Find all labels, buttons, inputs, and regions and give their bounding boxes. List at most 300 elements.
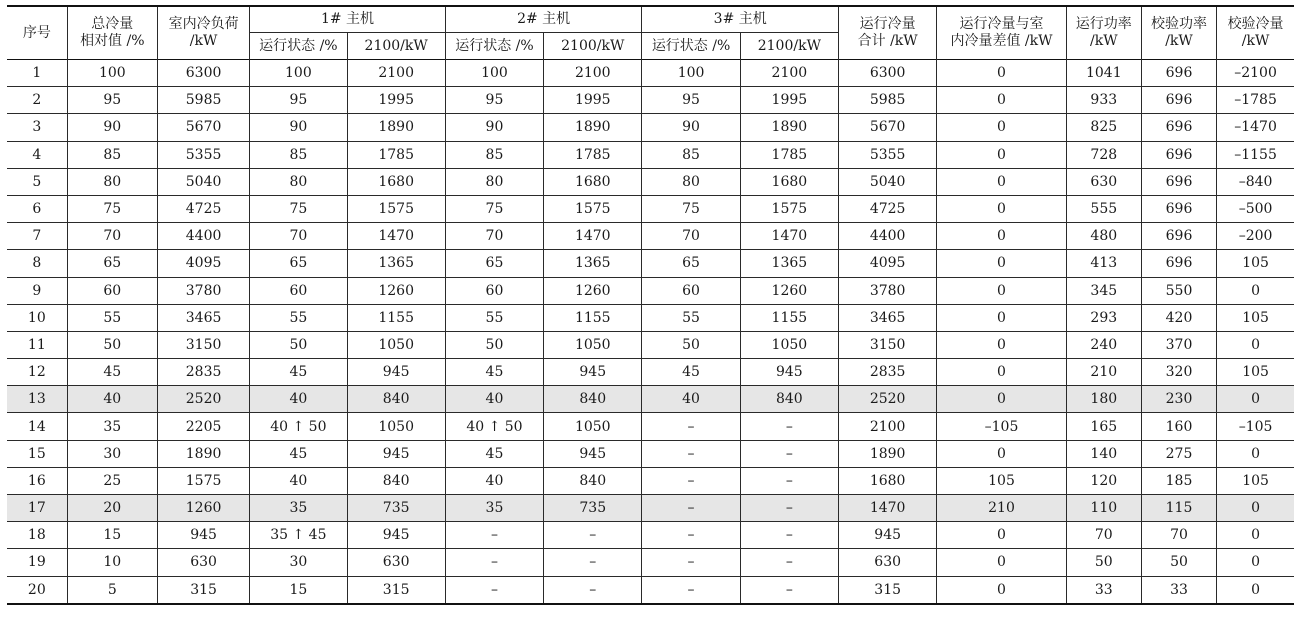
cell-unit1-state: 75 <box>250 195 347 222</box>
cell-seq: 13 <box>7 386 67 413</box>
cell-indoor-load: 5355 <box>157 141 249 168</box>
cell-check-power: 696 <box>1141 168 1216 195</box>
cell-run-total: 5355 <box>839 141 937 168</box>
cell-total-relative: 45 <box>67 359 157 386</box>
cell-unit2-cap: 945 <box>544 359 642 386</box>
cell-diff: 0 <box>937 522 1066 549</box>
cell-check-power: 696 <box>1141 87 1216 114</box>
cell-unit1-state: 40 <box>250 467 347 494</box>
cell-unit2-cap: 1260 <box>544 277 642 304</box>
cell-total-relative: 55 <box>67 304 157 331</box>
cell-unit2-cap: – <box>544 549 642 576</box>
cell-run-power: 33 <box>1066 576 1141 604</box>
cell-unit2-state: 75 <box>445 195 543 222</box>
cell-unit2-cap: 1470 <box>544 223 642 250</box>
cell-unit3-state: – <box>642 522 740 549</box>
cell-run-total: 2520 <box>839 386 937 413</box>
cell-unit3-state: – <box>642 549 740 576</box>
cell-check-power: 696 <box>1141 114 1216 141</box>
cell-run-total: 5985 <box>839 87 937 114</box>
header-unit1-state <box>250 33 347 60</box>
cell-indoor-load: 315 <box>157 576 249 604</box>
cell-unit3-state: 55 <box>642 304 740 331</box>
header-total-relative <box>67 6 157 60</box>
cell-unit2-state: 85 <box>445 141 543 168</box>
cell-check-cool: 0 <box>1217 440 1294 467</box>
table-row <box>7 467 1294 494</box>
cell-unit2-state: – <box>445 549 543 576</box>
table-row <box>7 576 1294 604</box>
cell-unit2-state: 45 <box>445 359 543 386</box>
cell-run-power: 240 <box>1066 331 1141 358</box>
cell-unit3-cap: 1995 <box>740 87 838 114</box>
cell-run-total: 315 <box>839 576 937 604</box>
cell-unit2-state: 70 <box>445 223 543 250</box>
cell-unit3-state: 85 <box>642 141 740 168</box>
cell-unit2-state: 65 <box>445 250 543 277</box>
cell-indoor-load: 2835 <box>157 359 249 386</box>
cell-seq: 3 <box>7 114 67 141</box>
cell-indoor-load: 630 <box>157 549 249 576</box>
table-row <box>7 114 1294 141</box>
cell-unit1-cap: 1785 <box>347 141 445 168</box>
cell-run-total: 2100 <box>839 413 937 440</box>
cell-unit1-state: 45 <box>250 440 347 467</box>
cell-unit3-state: 50 <box>642 331 740 358</box>
cell-total-relative: 20 <box>67 495 157 522</box>
header-unit2 <box>445 6 642 33</box>
cell-seq: 17 <box>7 495 67 522</box>
cell-unit3-cap: 1155 <box>740 304 838 331</box>
cell-unit3-state: 60 <box>642 277 740 304</box>
cell-total-relative: 90 <box>67 114 157 141</box>
cell-check-cool: –840 <box>1217 168 1294 195</box>
cell-unit3-state: 90 <box>642 114 740 141</box>
cell-run-power: 728 <box>1066 141 1141 168</box>
cell-check-cool: 105 <box>1217 359 1294 386</box>
cell-unit1-cap: 1470 <box>347 223 445 250</box>
cell-indoor-load: 1890 <box>157 440 249 467</box>
cell-unit1-cap: 1050 <box>347 331 445 358</box>
cell-unit2-state: 55 <box>445 304 543 331</box>
cell-check-power: 33 <box>1141 576 1216 604</box>
cell-seq: 10 <box>7 304 67 331</box>
cell-run-total: 4400 <box>839 223 937 250</box>
header-unit2-state <box>445 33 543 60</box>
cell-unit3-cap: 1365 <box>740 250 838 277</box>
cell-seq: 12 <box>7 359 67 386</box>
cell-unit1-state: 55 <box>250 304 347 331</box>
table-row <box>7 250 1294 277</box>
header-run-power-line2: /kW <box>1090 33 1118 49</box>
cell-unit3-state: 45 <box>642 359 740 386</box>
cell-seq: 19 <box>7 549 67 576</box>
cell-seq: 5 <box>7 168 67 195</box>
cell-unit1-state: 95 <box>250 87 347 114</box>
table-row <box>7 195 1294 222</box>
cell-unit3-cap: – <box>740 495 838 522</box>
cell-unit2-state: 95 <box>445 87 543 114</box>
table-row <box>7 440 1294 467</box>
cell-total-relative: 100 <box>67 60 157 87</box>
cell-unit2-state: 40 <box>445 467 543 494</box>
cell-unit2-cap: 1365 <box>544 250 642 277</box>
cell-run-power: 630 <box>1066 168 1141 195</box>
cell-check-power: 550 <box>1141 277 1216 304</box>
header-unit3 <box>642 6 839 33</box>
header-diff <box>937 6 1066 60</box>
table-row <box>7 386 1294 413</box>
cell-unit1-cap: 1155 <box>347 304 445 331</box>
cell-unit3-state: 70 <box>642 223 740 250</box>
header-unit2-state-label: 运行状态 /% <box>455 37 534 54</box>
cell-diff: 0 <box>937 576 1066 604</box>
cell-check-power: 50 <box>1141 549 1216 576</box>
header-total-relative-line2: 相对值 /% <box>80 33 145 49</box>
cell-unit1-cap: 630 <box>347 549 445 576</box>
cell-unit3-cap: 2100 <box>740 60 838 87</box>
cell-check-power: 696 <box>1141 141 1216 168</box>
cell-check-cool: 0 <box>1217 549 1294 576</box>
cell-indoor-load: 2520 <box>157 386 249 413</box>
cell-unit3-cap: – <box>740 522 838 549</box>
cell-unit1-cap: 840 <box>347 467 445 494</box>
cell-diff: 0 <box>937 195 1066 222</box>
cell-unit2-cap: 1785 <box>544 141 642 168</box>
table-row <box>7 168 1294 195</box>
header-check-power-line2: /kW <box>1165 33 1193 49</box>
cell-run-total: 5040 <box>839 168 937 195</box>
cell-unit1-cap: 1680 <box>347 168 445 195</box>
header-unit1-state-label: 运行状态 /% <box>259 37 338 54</box>
cell-run-total: 3150 <box>839 331 937 358</box>
cell-unit3-cap: – <box>740 576 838 604</box>
cell-seq: 2 <box>7 87 67 114</box>
cell-indoor-load: 4725 <box>157 195 249 222</box>
cell-run-power: 825 <box>1066 114 1141 141</box>
cell-run-total: 3780 <box>839 277 937 304</box>
cell-unit1-state: 30 <box>250 549 347 576</box>
table-row <box>7 331 1294 358</box>
cell-unit3-state: – <box>642 467 740 494</box>
table-row <box>7 304 1294 331</box>
cell-check-cool: –1785 <box>1217 87 1294 114</box>
cell-unit2-cap: 840 <box>544 386 642 413</box>
cell-check-cool: –1470 <box>1217 114 1294 141</box>
cell-run-total: 5670 <box>839 114 937 141</box>
cell-unit1-cap: 840 <box>347 386 445 413</box>
cell-unit3-cap: 1680 <box>740 168 838 195</box>
cell-run-total: 1890 <box>839 440 937 467</box>
cell-unit2-cap: – <box>544 576 642 604</box>
cell-check-power: 115 <box>1141 495 1216 522</box>
cell-check-power: 696 <box>1141 195 1216 222</box>
cell-total-relative: 65 <box>67 250 157 277</box>
table-row <box>7 359 1294 386</box>
cell-total-relative: 10 <box>67 549 157 576</box>
cell-indoor-load: 3150 <box>157 331 249 358</box>
header-diff-line2: 内冷量差值 /kW <box>950 33 1053 49</box>
header-unit1-cap-label: 2100/kW <box>364 37 428 54</box>
cell-unit2-state: 50 <box>445 331 543 358</box>
cell-diff: 0 <box>937 87 1066 114</box>
cell-seq: 9 <box>7 277 67 304</box>
header-check-cool-line2: /kW <box>1241 33 1270 49</box>
cell-unit2-cap: 1575 <box>544 195 642 222</box>
cell-diff: 210 <box>937 495 1066 522</box>
cell-unit2-state: 40 <box>445 386 543 413</box>
cooling-load-table-container <box>7 5 1294 605</box>
cell-indoor-load: 945 <box>157 522 249 549</box>
cell-run-total: 4725 <box>839 195 937 222</box>
cell-seq: 18 <box>7 522 67 549</box>
header-check-cool-line1: 校验冷量 <box>1227 16 1284 32</box>
header-run-power <box>1066 6 1141 60</box>
cell-run-total: 4095 <box>839 250 937 277</box>
cell-diff: –105 <box>937 413 1066 440</box>
cell-run-power: 293 <box>1066 304 1141 331</box>
cell-total-relative: 75 <box>67 195 157 222</box>
header-unit3-state-label: 运行状态 /% <box>651 37 731 54</box>
cell-unit1-state: 50 <box>250 331 347 358</box>
cell-check-cool: 0 <box>1217 495 1294 522</box>
header-unit1-label: 1# 主机 <box>320 11 375 27</box>
cell-run-power: 110 <box>1066 495 1141 522</box>
cell-unit2-state: 80 <box>445 168 543 195</box>
cell-run-power: 165 <box>1066 413 1141 440</box>
cell-unit1-state: 60 <box>250 277 347 304</box>
cell-seq: 16 <box>7 467 67 494</box>
cell-seq: 11 <box>7 331 67 358</box>
table-row <box>7 549 1294 576</box>
cell-total-relative: 40 <box>67 386 157 413</box>
cell-unit3-cap: – <box>740 440 838 467</box>
cell-run-total: 945 <box>839 522 937 549</box>
header-check-power-line1: 校验功率 <box>1151 16 1208 32</box>
cell-unit2-state: 40 ↑ 50 <box>445 413 543 440</box>
cell-indoor-load: 5670 <box>157 114 249 141</box>
cell-total-relative: 60 <box>67 277 157 304</box>
cell-unit1-state: 100 <box>250 60 347 87</box>
cell-diff: 0 <box>937 223 1066 250</box>
header-check-cool <box>1217 6 1294 60</box>
cell-total-relative: 85 <box>67 141 157 168</box>
cell-unit1-cap: 945 <box>347 522 445 549</box>
cell-check-power: 230 <box>1141 386 1216 413</box>
cell-diff: 0 <box>937 277 1066 304</box>
cell-check-power: 696 <box>1141 223 1216 250</box>
cell-seq: 7 <box>7 223 67 250</box>
cell-unit3-state: 95 <box>642 87 740 114</box>
cell-unit2-state: 90 <box>445 114 543 141</box>
cell-indoor-load: 1575 <box>157 467 249 494</box>
cell-unit2-cap: 1680 <box>544 168 642 195</box>
cell-unit1-state: 40 ↑ 50 <box>250 413 347 440</box>
cell-run-power: 210 <box>1066 359 1141 386</box>
cell-unit1-cap: 1575 <box>347 195 445 222</box>
cell-total-relative: 30 <box>67 440 157 467</box>
table-row <box>7 223 1294 250</box>
cell-diff: 0 <box>937 250 1066 277</box>
cell-total-relative: 35 <box>67 413 157 440</box>
cell-diff: 0 <box>937 60 1066 87</box>
cell-indoor-load: 6300 <box>157 60 249 87</box>
cell-unit1-cap: 1260 <box>347 277 445 304</box>
header-unit1-cap <box>347 33 445 60</box>
cell-diff: 0 <box>937 304 1066 331</box>
header-unit3-state <box>642 33 740 60</box>
cell-unit1-cap: 1890 <box>347 114 445 141</box>
cell-check-cool: 105 <box>1217 467 1294 494</box>
header-unit3-cap <box>740 33 838 60</box>
header-unit1 <box>250 6 446 33</box>
cell-run-power: 180 <box>1066 386 1141 413</box>
cell-run-total: 6300 <box>839 60 937 87</box>
cell-unit3-cap: 1050 <box>740 331 838 358</box>
cell-total-relative: 5 <box>67 576 157 604</box>
cell-unit2-state: 100 <box>445 60 543 87</box>
cell-unit2-state: 35 <box>445 495 543 522</box>
cell-indoor-load: 2205 <box>157 413 249 440</box>
cell-unit3-state: 40 <box>642 386 740 413</box>
cell-unit1-cap: 945 <box>347 440 445 467</box>
cell-check-power: 70 <box>1141 522 1216 549</box>
cell-unit2-state: – <box>445 522 543 549</box>
cell-run-power: 1041 <box>1066 60 1141 87</box>
header-seq <box>7 6 67 60</box>
header-run-power-line1: 运行功率 <box>1075 16 1132 32</box>
cell-indoor-load: 5985 <box>157 87 249 114</box>
cell-run-total: 2835 <box>839 359 937 386</box>
header-diff-line1: 运行冷量与室 <box>959 16 1044 32</box>
cell-seq: 6 <box>7 195 67 222</box>
cell-run-power: 120 <box>1066 467 1141 494</box>
cell-unit1-state: 80 <box>250 168 347 195</box>
cell-unit3-cap: – <box>740 549 838 576</box>
cell-seq: 4 <box>7 141 67 168</box>
header-run-total-line1: 运行冷量 <box>859 16 916 32</box>
table-row <box>7 277 1294 304</box>
cell-unit3-cap: – <box>740 467 838 494</box>
cell-indoor-load: 5040 <box>157 168 249 195</box>
cell-unit3-state: 65 <box>642 250 740 277</box>
table-row <box>7 413 1294 440</box>
cell-run-total: 1680 <box>839 467 937 494</box>
header-unit2-cap-label: 2100/kW <box>561 37 625 54</box>
table-body <box>7 60 1294 604</box>
cell-check-cool: 0 <box>1217 576 1294 604</box>
cell-diff: 105 <box>937 467 1066 494</box>
cell-check-cool: 0 <box>1217 386 1294 413</box>
cell-unit1-cap: 315 <box>347 576 445 604</box>
cell-unit2-cap: 735 <box>544 495 642 522</box>
header-unit3-cap-label: 2100/kW <box>757 37 821 54</box>
cell-diff: 0 <box>937 386 1066 413</box>
cell-unit1-state: 65 <box>250 250 347 277</box>
cell-unit1-state: 35 <box>250 495 347 522</box>
cell-unit2-cap: 1995 <box>544 87 642 114</box>
cell-unit3-state: 80 <box>642 168 740 195</box>
cell-unit3-state: 100 <box>642 60 740 87</box>
header-check-power <box>1141 6 1216 60</box>
cell-check-cool: 0 <box>1217 331 1294 358</box>
header-unit3-label: 3# 主机 <box>713 11 767 27</box>
cell-run-power: 345 <box>1066 277 1141 304</box>
header-seq-label: 序号 <box>22 24 51 41</box>
cell-total-relative: 15 <box>67 522 157 549</box>
cell-check-power: 370 <box>1141 331 1216 358</box>
cell-diff: 0 <box>937 331 1066 358</box>
cell-unit2-cap: 1890 <box>544 114 642 141</box>
cell-unit2-cap: 1050 <box>544 331 642 358</box>
header-run-total <box>839 6 937 60</box>
cell-check-cool: –500 <box>1217 195 1294 222</box>
cell-diff: 0 <box>937 141 1066 168</box>
cell-indoor-load: 3780 <box>157 277 249 304</box>
header-indoor-load-line2: /kW <box>189 33 218 49</box>
cell-unit1-state: 70 <box>250 223 347 250</box>
cell-unit2-state: 45 <box>445 440 543 467</box>
cell-total-relative: 50 <box>67 331 157 358</box>
cell-unit1-state: 45 <box>250 359 347 386</box>
cell-seq: 8 <box>7 250 67 277</box>
cell-seq: 1 <box>7 60 67 87</box>
cell-check-power: 420 <box>1141 304 1216 331</box>
cell-run-power: 555 <box>1066 195 1141 222</box>
cell-check-cool: 105 <box>1217 250 1294 277</box>
cell-unit3-cap: 1260 <box>740 277 838 304</box>
cell-unit2-cap: 2100 <box>544 60 642 87</box>
cell-unit3-cap: 1785 <box>740 141 838 168</box>
cell-run-total: 1470 <box>839 495 937 522</box>
cell-check-cool: 105 <box>1217 304 1294 331</box>
cell-unit1-state: 35 ↑ 45 <box>250 522 347 549</box>
cell-indoor-load: 4400 <box>157 223 249 250</box>
cell-indoor-load: 1260 <box>157 495 249 522</box>
cell-diff: 0 <box>937 440 1066 467</box>
cell-check-cool: –105 <box>1217 413 1294 440</box>
cell-unit3-state: – <box>642 495 740 522</box>
cell-check-power: 320 <box>1141 359 1216 386</box>
cell-unit3-cap: 1575 <box>740 195 838 222</box>
cell-check-cool: –200 <box>1217 223 1294 250</box>
cell-unit1-cap: 1995 <box>347 87 445 114</box>
header-unit2-label: 2# 主机 <box>517 11 571 27</box>
table-row <box>7 495 1294 522</box>
cell-diff: 0 <box>937 359 1066 386</box>
cell-unit3-cap: – <box>740 413 838 440</box>
cell-unit3-cap: 840 <box>740 386 838 413</box>
cell-total-relative: 80 <box>67 168 157 195</box>
cell-check-cool: 0 <box>1217 522 1294 549</box>
header-total-relative-line1: 总冷量 <box>91 16 134 32</box>
cell-unit3-state: 75 <box>642 195 740 222</box>
table-row <box>7 141 1294 168</box>
cell-unit2-cap: 1050 <box>544 413 642 440</box>
table-row <box>7 87 1294 114</box>
cell-total-relative: 25 <box>67 467 157 494</box>
cell-run-power: 933 <box>1066 87 1141 114</box>
table-row <box>7 522 1294 549</box>
cell-unit2-cap: 840 <box>544 467 642 494</box>
cell-unit2-cap: – <box>544 522 642 549</box>
cell-check-cool: –2100 <box>1217 60 1294 87</box>
cell-unit1-cap: 945 <box>347 359 445 386</box>
cell-check-cool: 0 <box>1217 277 1294 304</box>
cell-unit1-cap: 1365 <box>347 250 445 277</box>
cell-seq: 14 <box>7 413 67 440</box>
cell-diff: 0 <box>937 168 1066 195</box>
